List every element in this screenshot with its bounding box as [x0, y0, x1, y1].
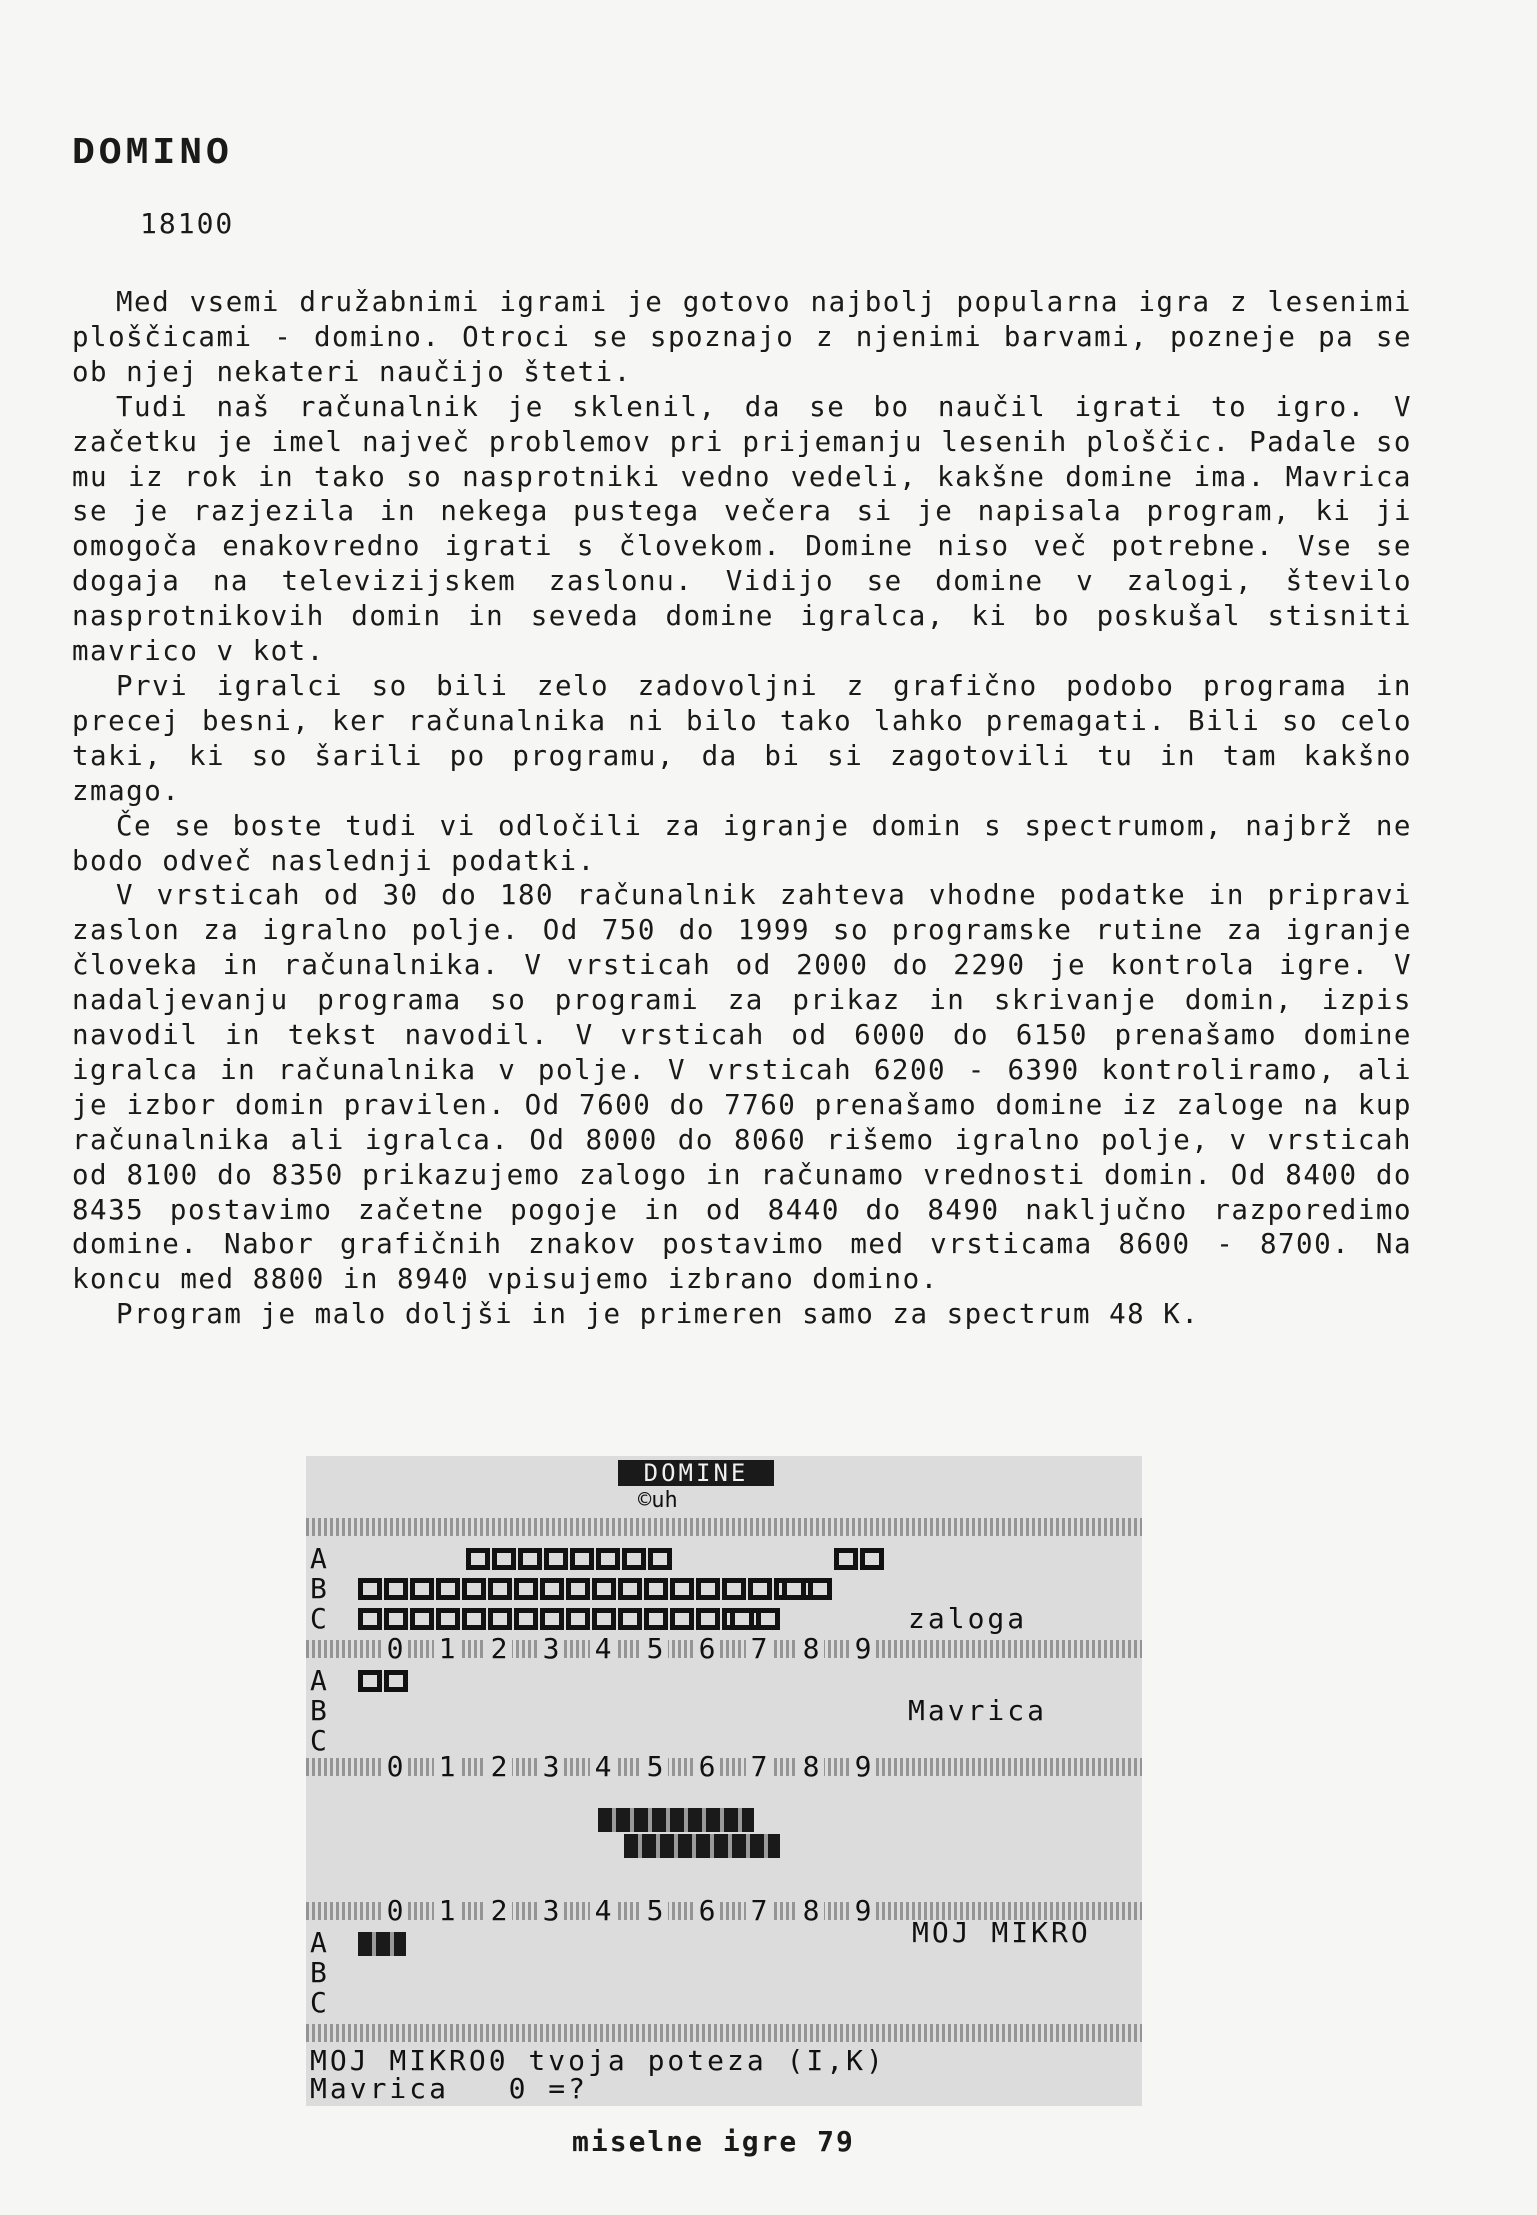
paragraph: Če se boste tudi vi odločili za igranje domin s spectrumom, najbrž ne bodo odveč naslednji podatki.: [72, 809, 1412, 877]
row-label-a: A: [310, 1664, 327, 1697]
player-label: MOJ MIKRO: [912, 1916, 1091, 1949]
column-number: 2: [486, 1896, 512, 1926]
article-body: [72, 285, 1412, 1332]
status-line-player: MOJ MIKRO0 tvoja poteza (I,K): [310, 2044, 886, 2077]
column-number: 2: [486, 1634, 512, 1664]
stock-row-c-extra: [730, 1608, 780, 1632]
column-number: 0: [382, 1752, 408, 1782]
program-code: 18100: [140, 207, 235, 240]
row-label-c: C: [310, 1986, 327, 2019]
column-numbers: [306, 1752, 1142, 1782]
column-number: 1: [434, 1752, 460, 1782]
column-number: 7: [746, 1896, 772, 1926]
paragraph: Program je malo doljši in je primeren samo za spectrum 48 K.: [116, 1298, 1200, 1331]
status-line-opponent: Mavrica 0 =?: [310, 2072, 589, 2105]
page-footer: miselne igre 79: [572, 2125, 855, 2158]
column-number: 3: [538, 1896, 564, 1926]
copyright-mark: ©uh: [638, 1488, 678, 1513]
row-label-b: B: [310, 1572, 327, 1605]
article-title: DOMINO: [72, 132, 233, 175]
stock-row-b: [358, 1578, 824, 1602]
column-number: 8: [798, 1634, 824, 1664]
row-label-c: C: [310, 1602, 327, 1635]
divider: [306, 1518, 1142, 1536]
column-numbers: [306, 1634, 1142, 1664]
row-label-b: B: [310, 1694, 327, 1727]
stock-label: zaloga: [908, 1602, 1028, 1635]
divider: [306, 2024, 1142, 2042]
column-number: 1: [434, 1634, 460, 1664]
stock-row-b-extra: [782, 1578, 832, 1602]
column-number: 5: [642, 1752, 668, 1782]
column-number: 6: [694, 1752, 720, 1782]
column-number: 7: [746, 1634, 772, 1664]
game-screenshot: [306, 1456, 1142, 2106]
row-label-b: B: [310, 1956, 327, 1989]
column-number: 3: [538, 1752, 564, 1782]
column-number: 8: [798, 1752, 824, 1782]
opponent-dominoes: [358, 1670, 408, 1694]
screen-title: DOMINE: [618, 1460, 774, 1486]
column-number: 3: [538, 1634, 564, 1664]
column-number: 4: [590, 1752, 616, 1782]
row-label-a: A: [310, 1542, 327, 1575]
player-selected-domino: [358, 1932, 406, 1956]
row-label-a: A: [310, 1926, 327, 1959]
column-number: 0: [382, 1634, 408, 1664]
paragraph: V vrsticah od 30 do 180 računalnik zahteva vhodne podatke in pripravi zaslon za igralno polje. Od 750 do 1999 so programske rutine za igranje človeka in računalnika. V vrsticah od 2000 do 2290 je kontrola igre. V nadaljevanju programa so programi za prikaz in skrivanje domin, izpis navodil in tekst navodil. V vrsticah od 6000 do 6150 prenašamo domine igralca in računalnika v polje. V vrsticah 6200 - 6390 kontroliramo, ali je izbor domin pravilen. Od 7600 do 7760 prenašamo domine iz zaloge na kup računalnika ali igralca. Od 8000 do 8060 rišemo igralno polje, v vrsticah od 8100 do 8350 prikazujemo zalogo in računamo vrednosti domin. Od 8400 do 8435 postavimo začetne pogoje in od 8440 do 8490 naključno razporedimo domine. Nabor grafičnih znakov postavimo med vrsticama 8600 - 8700. Na koncu med 8800 in 8940 vpisujemo izbrano domino.: [72, 879, 1412, 1296]
column-number: 6: [694, 1634, 720, 1664]
paragraph: Tudi naš računalnik je sklenil, da se bo naučil igrati to igro. V začetku je imel največ problemov pri prijemanju lesenih ploščic. Padale so mu iz rok in tako so nasprotniki vedno vedeli, kakšne domine ima. Mavrica se je razjezila in nekega pustega večera si je napisala program, ki ji omogoča enakovredno igrati s človekom. Domine niso več potrebne. Vse se dogaja na televizijskem zaslonu. Vidijo se domine v zalogi, število nasprotnikovih domin in seveda domine igralca, ki bo poskušal stisniti mavrico v kot.: [72, 390, 1412, 668]
column-number: 4: [590, 1896, 616, 1926]
played-domino-chain: [624, 1834, 780, 1858]
column-number: 0: [382, 1896, 408, 1926]
column-number: 9: [850, 1634, 876, 1664]
stock-row-c: [358, 1608, 772, 1632]
played-domino-chain: [598, 1808, 754, 1832]
column-number: 7: [746, 1752, 772, 1782]
column-number: 9: [850, 1896, 876, 1926]
column-number: 9: [850, 1752, 876, 1782]
column-number: 4: [590, 1634, 616, 1664]
column-number: 6: [694, 1896, 720, 1926]
paragraph: Med vsemi družabnimi igrami je gotovo najbolj popularna igra z lesenimi ploščicami - domino. Otroci se spoznajo z njenimi barvami, pozneje pa se ob njej nekateri naučijo šteti.: [72, 286, 1412, 388]
opponent-label: Mavrica: [908, 1694, 1048, 1727]
column-number: 2: [486, 1752, 512, 1782]
column-number: 1: [434, 1896, 460, 1926]
paragraph: Prvi igralci so bili zelo zadovoljni z grafično podobo programa in precej besni, ker računalnika ni bilo tako lahko premagati. Bili so celo taki, ki so šarili po programu, da bi si zagotovili tu in tam kakšno zmago.: [72, 669, 1412, 807]
column-number: 8: [798, 1896, 824, 1926]
stock-row-a-extra: [834, 1548, 884, 1572]
column-number: 5: [642, 1634, 668, 1664]
row-label-c: C: [310, 1724, 327, 1757]
column-number: 5: [642, 1896, 668, 1926]
stock-row-a: [466, 1548, 672, 1572]
